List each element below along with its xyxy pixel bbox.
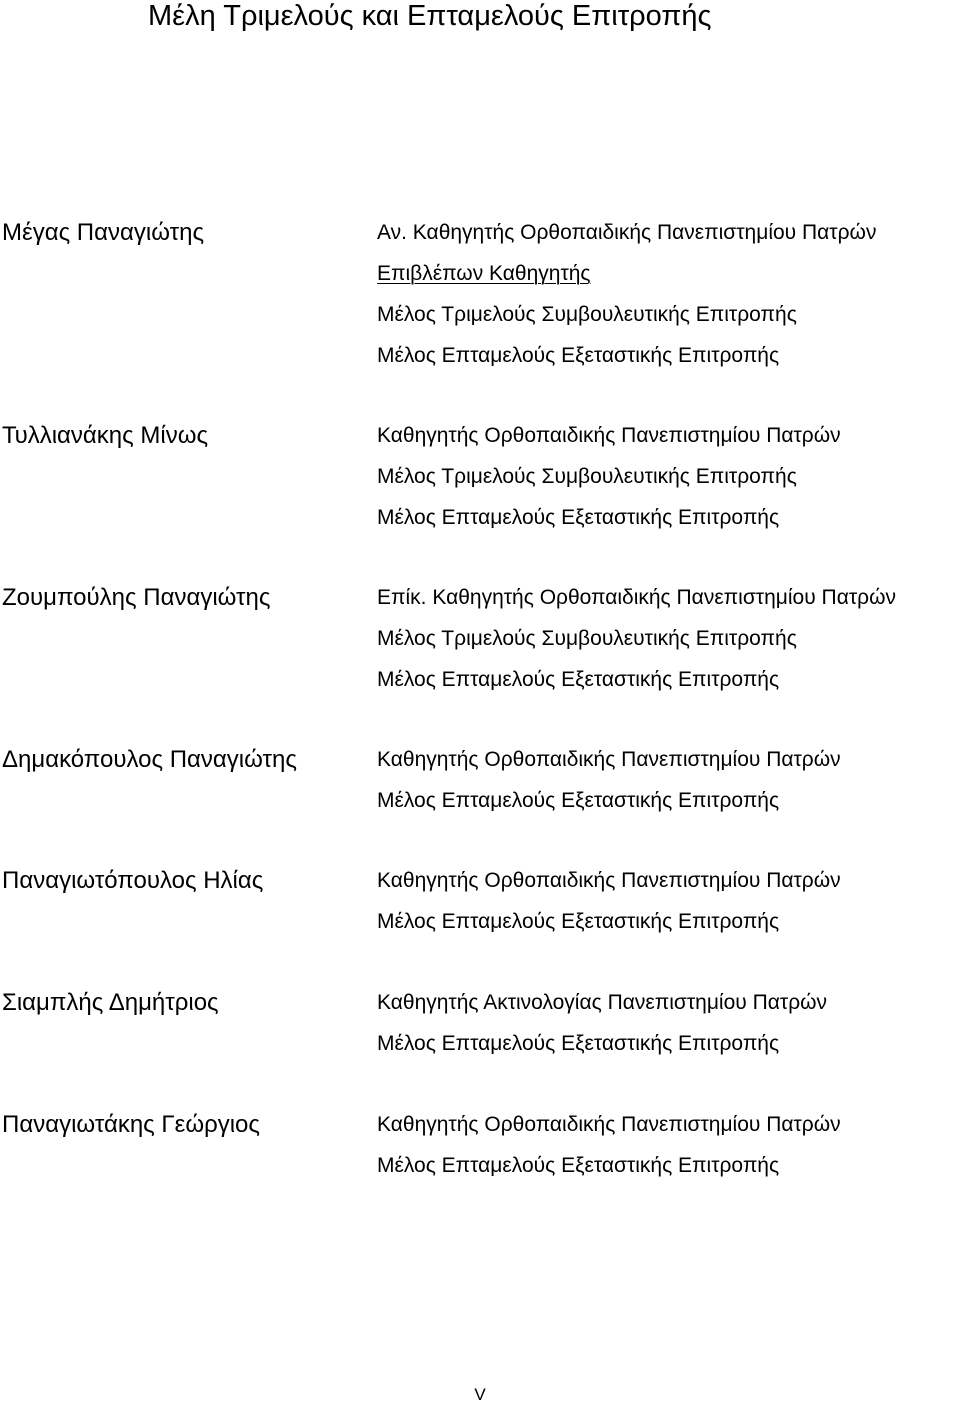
member-role: Καθηγητής Ορθοπαιδικής Πανεπιστημίου Πατρών xyxy=(377,1113,841,1136)
member-role-supervisor: Επιβλέπων Καθηγητής xyxy=(377,262,591,285)
member-name: Σιαμπλής Δημήτριος xyxy=(2,989,219,1016)
member-roles xyxy=(377,415,841,538)
member-role: Καθηγητής Ακτινολογίας Πανεπιστημίου Πατρών xyxy=(377,991,828,1014)
member-role: Μέλος Επταμελούς Εξεταστικής Επιτροπής xyxy=(377,910,780,933)
member-name: Ζουμπούλης Παναγιώτης xyxy=(2,584,271,611)
member-role: Μέλος Επταμελούς Εξεταστικής Επιτροπής xyxy=(377,1032,780,1055)
member-roles xyxy=(377,739,841,821)
member-role: Μέλος Τριμελούς Συμβουλευτικής Επιτροπής xyxy=(377,303,797,326)
member-roles xyxy=(377,1104,841,1186)
member-role: Μέλος Επταμελούς Εξεταστικής Επιτροπής xyxy=(377,789,780,812)
member-role: Μέλος Επταμελούς Εξεταστικής Επιτροπής xyxy=(377,1154,780,1177)
member-name: Δημακόπουλος Παναγιώτης xyxy=(2,746,297,773)
member-role: Μέλος Επταμελούς Εξεταστικής Επιτροπής xyxy=(377,668,780,691)
member-role: Καθηγητής Ορθοπαιδικής Πανεπιστημίου Πατρών xyxy=(377,748,841,771)
member-roles xyxy=(377,860,841,942)
member-name: Παναγιωτόπουλος Ηλίας xyxy=(2,867,264,894)
member-role: Μέλος Τριμελούς Συμβουλευτικής Επιτροπής xyxy=(377,465,797,488)
member-role: Μέλος Τριμελούς Συμβουλευτικής Επιτροπής xyxy=(377,627,797,650)
member-name: Παναγιωτάκης Γεώργιος xyxy=(2,1111,260,1138)
member-roles xyxy=(377,577,896,700)
member-role: Μέλος Επταμελούς Εξεταστικής Επιτροπής xyxy=(377,506,780,529)
member-role: Επίκ. Καθηγητής Ορθοπαιδικής Πανεπιστημίου Πατρών xyxy=(377,586,896,609)
member-role: Καθηγητής Ορθοπαιδικής Πανεπιστημίου Πατρών xyxy=(377,424,841,447)
member-name: Μέγας Παναγιώτης xyxy=(2,219,205,246)
member-roles xyxy=(377,212,876,376)
member-role: Καθηγητής Ορθοπαιδικής Πανεπιστημίου Πατρών xyxy=(377,869,841,892)
member-name: Τυλλιανάκης Μίνως xyxy=(2,422,209,449)
page-title: Μέλη Τριμελούς και Επταμελούς Επιτροπής xyxy=(148,0,712,32)
member-role: Μέλος Επταμελούς Εξεταστικής Επιτροπής xyxy=(377,344,780,367)
member-role: Αν. Καθηγητής Ορθοπαιδικής Πανεπιστημίου Πατρών xyxy=(377,221,877,244)
page-number: V xyxy=(474,1385,486,1404)
member-roles xyxy=(377,982,827,1064)
